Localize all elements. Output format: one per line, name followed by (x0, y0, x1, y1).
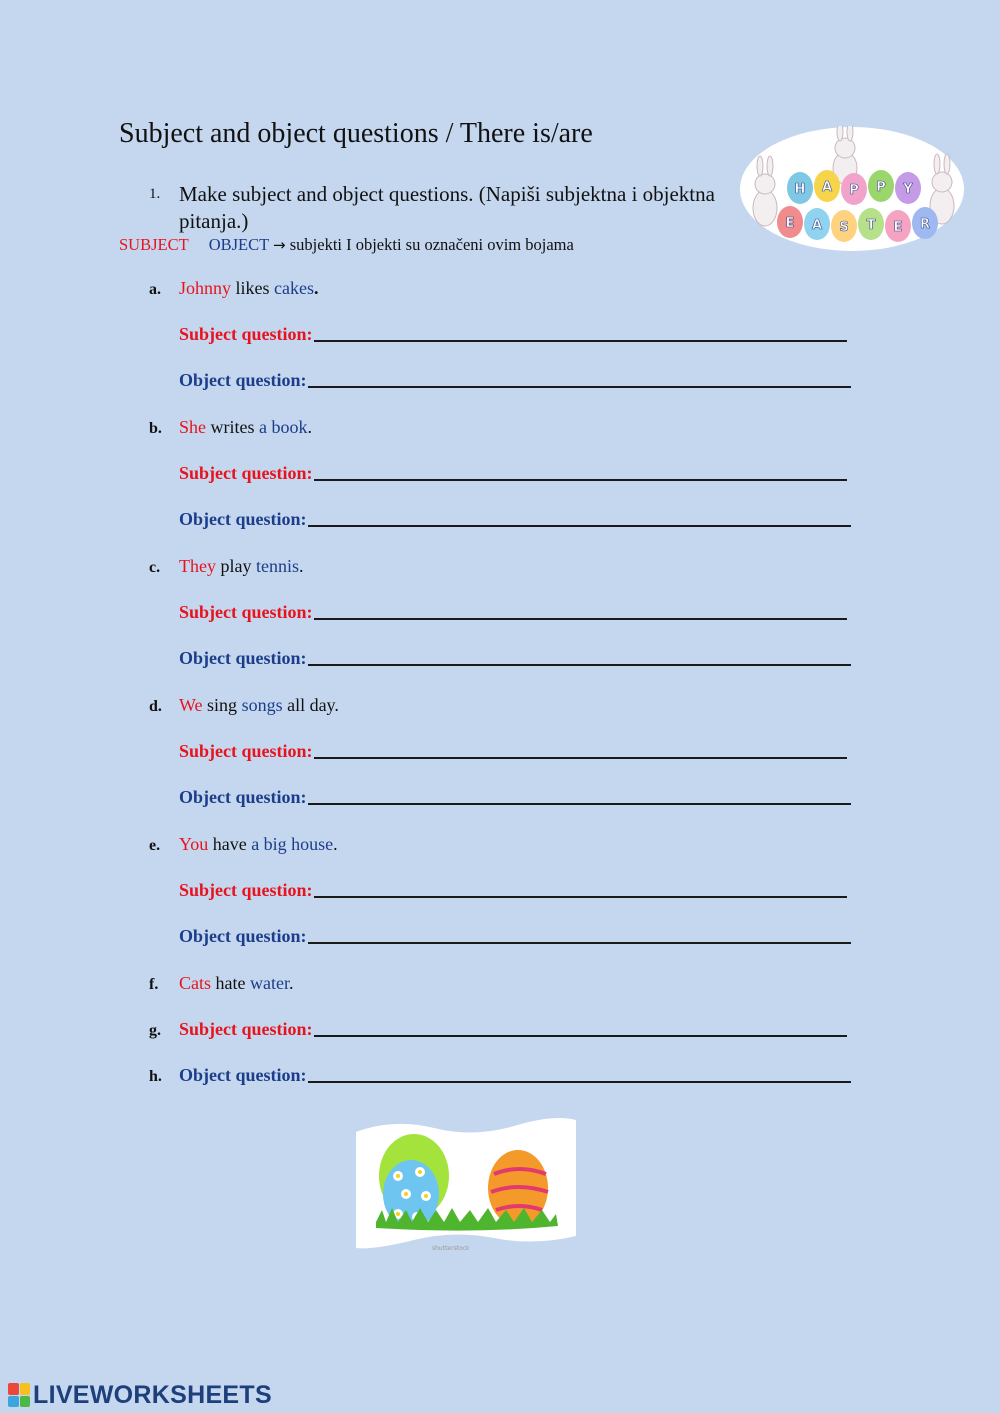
object-question-d[interactable] (179, 787, 851, 808)
sentence-object: a book (259, 417, 308, 437)
sentence-end: . (307, 417, 312, 437)
subject-question-d[interactable] (179, 741, 847, 762)
sentence-c (149, 556, 303, 577)
svg-text:T: T (866, 218, 876, 233)
sentence-subject: They (179, 556, 216, 576)
object-question-label: Object question: (179, 787, 307, 807)
answer-line[interactable] (308, 1081, 851, 1083)
legend-note: subjekti I objekti su označeni ovim bojama (289, 235, 574, 254)
sentence-b (149, 417, 312, 438)
subject-question-b[interactable] (179, 463, 847, 484)
answer-line[interactable] (308, 942, 851, 944)
subject-question-label: Subject question: (179, 324, 313, 344)
sentence-verb: writes (206, 417, 259, 437)
answer-line[interactable] (314, 757, 847, 759)
subject-question-label: Subject question: (179, 463, 313, 483)
sentence-object: tennis (255, 556, 299, 576)
sentence-d (149, 695, 339, 716)
sentence-object: songs (241, 695, 283, 715)
item-label: a. (149, 281, 161, 298)
svg-text:shutterstock: shutterstock (432, 1245, 470, 1252)
object-question-label: Object question: (179, 1065, 307, 1085)
object-question-a[interactable] (179, 370, 851, 391)
sentence-object: cakes (274, 278, 314, 298)
instruction-number: 1. (149, 186, 161, 202)
sentence-f (149, 973, 293, 994)
sentence-end: all day. (282, 695, 339, 715)
legend-object: OBJECT (208, 235, 269, 254)
subject-question-label: Subject question: (179, 602, 313, 622)
answer-line[interactable] (308, 525, 851, 527)
logo-text: LIVEWORKSHEETS (33, 1380, 272, 1409)
svg-text:P: P (876, 180, 886, 195)
object-question-label: Object question: (179, 926, 307, 946)
sentence-verb: play (215, 556, 256, 576)
answer-line[interactable] (308, 664, 851, 666)
subject-question-c[interactable] (179, 602, 847, 623)
svg-text:H: H (794, 182, 806, 197)
answer-line[interactable] (314, 1035, 847, 1037)
sentence-subject: You (179, 834, 209, 854)
sentence-end: . (288, 973, 294, 993)
item-label: b. (149, 420, 162, 437)
item-label: g. (149, 1022, 161, 1039)
item-label: h. (149, 1068, 162, 1085)
item-label: e. (149, 837, 161, 854)
sentence-object: a big house (251, 834, 334, 854)
item-label: d. (149, 698, 162, 715)
sentence-end: . (298, 556, 304, 576)
sentence-end: . (314, 278, 319, 298)
subject-question-f[interactable] (149, 1019, 847, 1040)
svg-text:A: A (811, 218, 823, 233)
sentence-verb: sing (202, 695, 242, 715)
answer-line[interactable] (314, 618, 847, 620)
subject-question-label: Subject question: (179, 1019, 313, 1039)
sentence-subject: She (179, 417, 206, 437)
logo-mark-icon (8, 1383, 30, 1407)
svg-text:R: R (919, 217, 931, 232)
answer-line[interactable] (314, 896, 847, 898)
sentence-subject: We (179, 695, 203, 715)
item-label: f. (149, 976, 159, 993)
svg-text:P: P (849, 183, 859, 198)
arrow-icon: → (273, 236, 286, 254)
item-label: c. (149, 559, 161, 576)
object-question-label: Object question: (179, 370, 307, 390)
answer-line[interactable] (308, 386, 851, 388)
page-title: Subject and object questions / There is/are (119, 118, 593, 149)
color-legend (119, 235, 574, 255)
object-question-e[interactable] (179, 926, 851, 947)
svg-text:Y: Y (903, 182, 913, 197)
sentence-verb: hate (211, 973, 250, 993)
subject-question-a[interactable] (179, 324, 847, 345)
sentence-subject: Johnny (179, 278, 232, 298)
easter-eggs-image (354, 1114, 579, 1254)
svg-text:S: S (839, 220, 849, 235)
object-question-c[interactable] (179, 648, 851, 669)
sentence-end: . (333, 834, 338, 854)
object-question-label: Object question: (179, 509, 307, 529)
answer-line[interactable] (308, 803, 851, 805)
sentence-object: water (250, 973, 289, 993)
svg-text:A: A (821, 180, 833, 195)
subject-question-label: Subject question: (179, 741, 313, 761)
object-question-label: Object question: (179, 648, 307, 668)
happy-easter-image (740, 126, 965, 252)
instruction-text: Make subject and object questions. (Napiši subjektna i objektna pitanja.) (179, 182, 715, 233)
sentence-e (149, 834, 338, 855)
sentence-verb: likes (231, 278, 275, 298)
answer-line[interactable] (314, 340, 847, 342)
liveworksheets-logo[interactable] (8, 1380, 272, 1410)
subject-question-label: Subject question: (179, 880, 313, 900)
subject-question-e[interactable] (179, 880, 847, 901)
legend-subject: SUBJECT (119, 235, 189, 254)
sentence-subject: Cats (179, 973, 212, 993)
svg-text:E: E (893, 220, 903, 235)
object-question-f[interactable] (149, 1065, 851, 1086)
object-question-b[interactable] (179, 509, 851, 530)
svg-text:E: E (785, 216, 795, 231)
answer-line[interactable] (314, 479, 847, 481)
sentence-a (149, 278, 319, 299)
sentence-verb: have (208, 834, 252, 854)
